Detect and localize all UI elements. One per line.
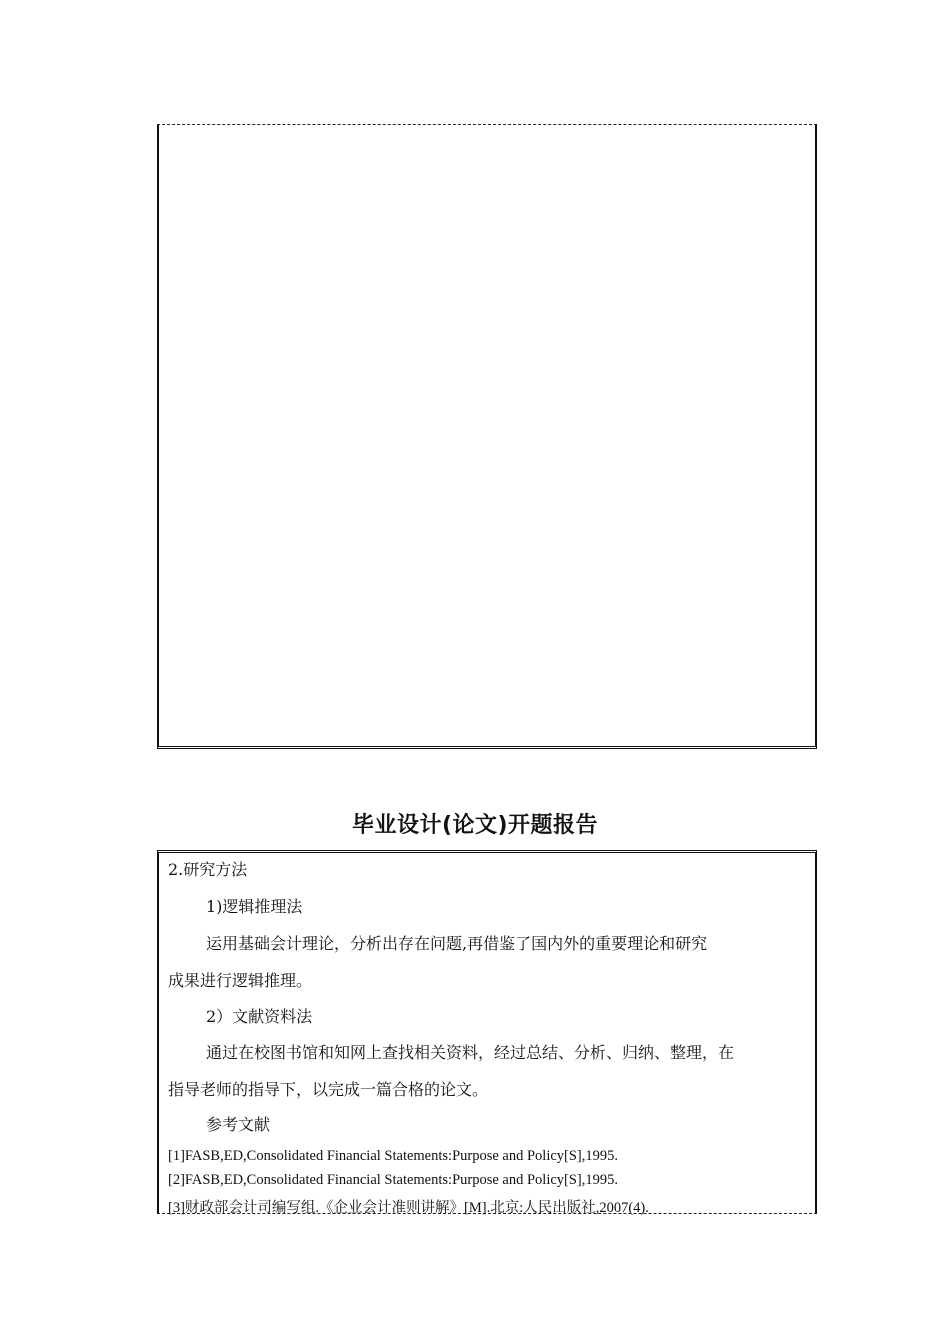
method2-text-line1: 通过在校图书馆和知网上查找相关资料，经过总结、分析、归纳、整理，在 bbox=[206, 1043, 735, 1062]
reference-item: [3]财政部会计司编写组.《企业会计准则讲解》[M].北京:人民出版社,2007(4). bbox=[168, 1200, 649, 1216]
method1-text-line1: 运用基础会计理论，分析出存在问题,再借鉴了国内外的重要理论和研究 bbox=[206, 934, 708, 953]
method2-heading: 2）文献资料法 bbox=[206, 1007, 313, 1026]
section-heading: 2.研究方法 bbox=[168, 860, 248, 879]
page-title: 毕业设计(论文)开题报告 bbox=[351, 813, 599, 838]
method1-text-line2: 成果进行逻辑推理。 bbox=[168, 971, 313, 990]
reference-item: [1]FASB,ED,Consolidated Financial Statements:Purpose and Policy[S],1995. bbox=[168, 1148, 619, 1164]
empty-table-cell bbox=[157, 124, 817, 749]
reference-item: [2]FASB,ED,Consolidated Financial Statements:Purpose and Policy[S],1995. bbox=[168, 1172, 619, 1188]
references-heading: 参考文献 bbox=[206, 1115, 271, 1134]
report-table-cell bbox=[157, 850, 817, 1214]
method2-text-line2: 指导老师的指导下，以完成一篇合格的论文。 bbox=[168, 1080, 489, 1099]
method1-heading: 1)逻辑推理法 bbox=[206, 897, 303, 916]
